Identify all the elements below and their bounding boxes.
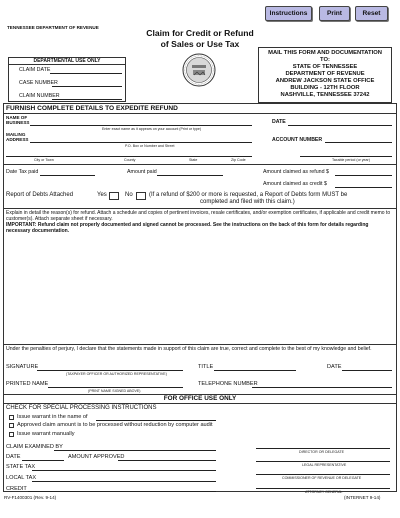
claim-date-field[interactable]: [50, 73, 122, 74]
zip-caption: Zip Code: [231, 158, 246, 162]
claim-examined-field[interactable]: [54, 450, 216, 451]
attorney-caption: ATTORNEY GENERAL: [305, 490, 343, 494]
printed-name-field[interactable]: [48, 387, 183, 388]
business-name-field[interactable]: [30, 125, 252, 126]
mailing-address-field[interactable]: [30, 142, 252, 143]
claim-date-label: CLAIM DATE: [19, 67, 51, 73]
account-number-label: ACCOUNT NUMBER: [272, 137, 323, 143]
legal-rep-signature-field[interactable]: [256, 461, 390, 462]
amount-approved-field[interactable]: [118, 460, 216, 461]
mail-line-6: BUILDING - 12TH FLOOR: [290, 85, 360, 91]
printed-name-label: PRINTED NAME: [6, 381, 49, 387]
taxable-period-caption: Taxable period (or year): [332, 158, 370, 162]
commissioner-caption: COMMISSIONER OF REVENUE OR DELEGATE: [282, 476, 362, 480]
explain-instructions: Explain in detail the reason(s) for refund. Attach a schedule and copies of pertinent invoices, resale certificates, and/or exemption certificates, if applicable and credit memo to customer(s). Attach separate sheet if necessary.: [6, 210, 391, 222]
reset-button[interactable]: Reset: [355, 6, 388, 21]
signature-field[interactable]: [37, 370, 183, 371]
yes-checkbox[interactable]: [109, 192, 119, 200]
claim-number-label: CLAIM NUMBER: [19, 93, 60, 99]
telephone-label: TELEPHONE NUMBER: [198, 381, 258, 387]
account-number-field[interactable]: [325, 142, 392, 143]
office-date-label: DATE: [6, 454, 21, 460]
issue-manually-checkbox[interactable]: [9, 432, 14, 437]
director-signature-field[interactable]: [256, 448, 390, 449]
warrant-name-field[interactable]: [96, 420, 216, 421]
taxable-period-field[interactable]: [300, 156, 392, 157]
attorney-signature-field[interactable]: [256, 488, 390, 489]
signature-caption: (TAXPAYER OFFICER OR AUTHORIZED REPRESENTATIVE): [66, 372, 167, 376]
issue-manually-label: Issue warrant manually: [17, 431, 75, 437]
mail-line-1: MAIL THIS FORM AND DOCUMENTATION: [268, 50, 382, 56]
amount-paid-label: Amount paid: [127, 169, 157, 175]
amount-refund-label: Amount claimed as refund $: [263, 169, 329, 175]
form-title-line2: of Sales or Use Tax: [160, 39, 240, 49]
po-box-caption: P.O. Box or Number and Street: [125, 144, 175, 148]
local-tax-field[interactable]: [32, 481, 216, 482]
explanation-textarea[interactable]: [6, 236, 394, 342]
mail-line-2: TO:: [320, 57, 330, 63]
commissioner-signature-field[interactable]: [256, 474, 390, 475]
state-seal-icon: [182, 53, 216, 87]
date-tax-paid-field[interactable]: [40, 175, 95, 176]
no-reduction-label: Approved claim amount is to be processed without reduction by computer audit: [17, 422, 213, 428]
debts-note-line1: (If a refund of $200 or more is requested, a Report of Debts form MUST be: [149, 192, 348, 198]
telephone-field[interactable]: [252, 387, 392, 388]
local-tax-label: LOCAL TAX: [6, 475, 37, 481]
date-tax-paid-label: Date Tax paid: [6, 169, 39, 175]
county-caption: County: [124, 158, 136, 162]
case-number-label: CASE NUMBER: [19, 80, 58, 86]
yes-label: Yes: [97, 192, 107, 198]
city-county-state-zip-field[interactable]: [6, 156, 252, 157]
issue-warrant-name-label: Issue warrant in the name of: [17, 414, 88, 420]
debts-note-line2: completed and filed with this claim.): [200, 199, 295, 205]
legal-rep-caption: LEGAL REPRESENTATIVE: [302, 463, 347, 467]
office-use-heading: FOR OFFICE USE ONLY: [163, 395, 237, 402]
office-date-field[interactable]: [22, 460, 64, 461]
agency-name: TENNESSEE DEPARTMENT OF REVENUE: [7, 25, 99, 30]
case-number-field[interactable]: [52, 86, 122, 87]
departmental-use-heading: DEPARTMENTAL USE ONLY: [33, 58, 101, 64]
perjury-statement: Under the penalties of perjury, I declare that the statements made in support of this claim are true, correct and complete to the best of my knowledge and belief.: [6, 346, 372, 352]
amount-approved-label: AMOUNT APPROVED: [68, 454, 125, 460]
form-title-line1: Claim for Credit or Refund: [146, 28, 254, 38]
instructions-button[interactable]: Instructions: [265, 6, 312, 21]
print-button[interactable]: Print: [319, 6, 350, 21]
amount-refund-field[interactable]: [335, 175, 392, 176]
date-label: DATE: [272, 119, 286, 125]
printed-name-caption: (PRINT NAME SIGNED ABOVE): [88, 389, 141, 393]
signature-date-field[interactable]: [342, 370, 392, 371]
amount-credit-label: Amount claimed as credit $: [263, 181, 327, 187]
state-tax-label: STATE TAX: [6, 464, 36, 470]
mail-line-3: STATE OF TENNESSEE: [292, 64, 358, 70]
claim-number-field[interactable]: [52, 99, 122, 100]
mail-line-5: ANDREW JACKSON STATE OFFICE: [275, 78, 375, 84]
claim-examined-label: CLAIM EXAMINED BY: [6, 444, 63, 450]
state-caption: State: [189, 158, 198, 162]
name-of-business-label: NAME OF BUSINESS: [6, 115, 30, 126]
details-heading: FURNISH COMPLETE DETAILS TO EXPEDITE REFUND: [6, 105, 178, 112]
business-name-caption: Enter exact name as it appears on your account (Print or type): [102, 127, 202, 131]
mail-line-7: NASHVILLE, TENNESSEE 37242: [280, 92, 370, 98]
no-label: No: [125, 192, 133, 198]
city-caption: City or Town: [34, 158, 54, 162]
important-note: IMPORTANT: Refund claim not properly documented and signed cannot be processed. See the instructions on the back of this form for details regarding necessary documentation.: [6, 222, 369, 234]
amount-paid-field[interactable]: [157, 175, 223, 176]
special-processing-label: CHECK FOR SPECIAL PROCESSING INSTRUCTIONS: [6, 405, 157, 411]
report-of-debts-label: Report of Debts Attached: [6, 192, 74, 198]
mailing-address-label: MAILING ADDRESS: [6, 132, 29, 143]
title-field[interactable]: [214, 370, 296, 371]
date-field[interactable]: [288, 125, 392, 126]
no-checkbox[interactable]: [136, 192, 146, 200]
no-reduction-checkbox[interactable]: [9, 423, 14, 428]
issue-warrant-name-checkbox[interactable]: [9, 415, 14, 420]
amount-credit-field[interactable]: [335, 187, 392, 188]
title-label: TITLE: [198, 364, 214, 370]
director-caption: DIRECTOR OR DELEGATE: [299, 450, 344, 454]
mail-line-4: DEPARTMENT OF REVENUE: [285, 71, 365, 77]
signature-label: SIGNATURE: [6, 364, 39, 370]
credit-field[interactable]: [28, 491, 216, 492]
state-tax-field[interactable]: [32, 470, 216, 471]
credit-label: CREDIT: [6, 486, 27, 492]
form-number: RV-F1400301 (Rev. 9-14): [4, 495, 57, 500]
internet-version: (INTERNET 9-14): [344, 495, 381, 500]
signature-date-label: DATE: [327, 364, 342, 370]
